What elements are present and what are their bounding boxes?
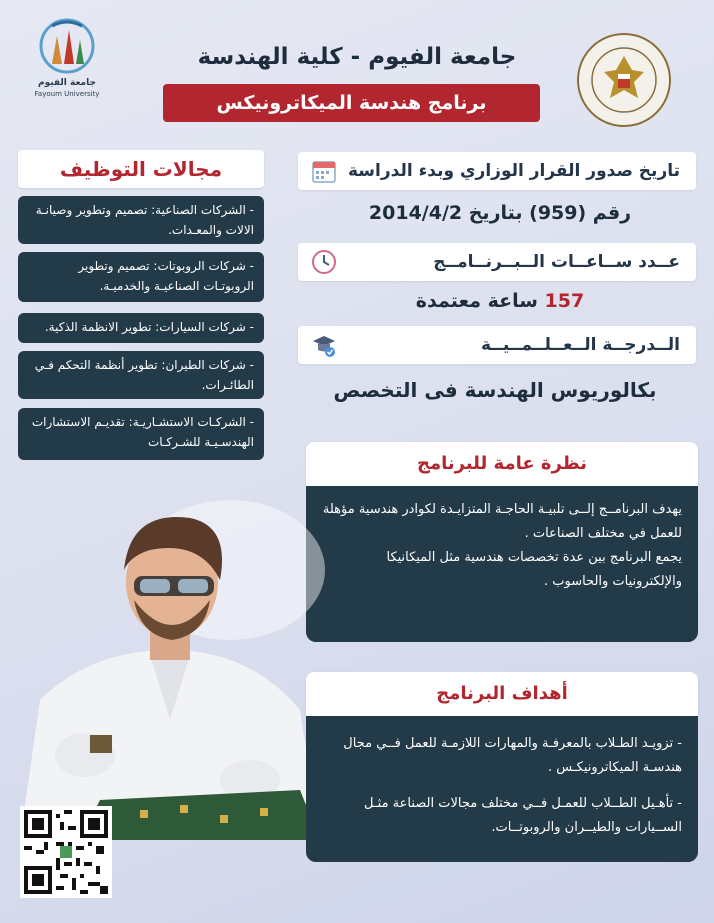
calendar-icon [310,157,338,185]
decree-label: تاريخ صدور القرار الوزاري وبدء الدراسة [348,161,680,181]
goal-item-1: - تزويـد الطـلاب بالمعرفـة والمهارات اللازمـة للعمل فــي مجال هندسـة الميكاترونيكـس . [343,736,682,775]
hours-number: 157 [544,290,585,312]
overview-paragraph-2: يجمع البرنامج بين عدة تخصصات هندسية مثل الميكانيكا والإلكترونيات والحاسوب . [386,550,682,589]
degree-value: بكالوريوس الهندسة فى التخصص [333,378,657,402]
decree-pill [298,152,696,190]
career-item-industrial: - الشركات الصناعية: تصميم وتطوير وصيانـة الالات والمعـدات. [18,196,264,244]
career-item-robotics: - شركات الروبوتات: تصميم وتطوير الروبوتـات الصناعيـة والخدميـة. [18,252,264,302]
career-item-automotive: - شركات السيارات: تطوير الانظمة الذكية. [18,313,264,343]
degree-label: الــدرجــة الــعــلــمــيــة [480,335,680,355]
decree-value: رقم (959) بتاريخ 2014/4/2 [368,202,632,224]
qr-code[interactable] [20,806,112,898]
goal-item-2: - تأهـيل الطــلاب للعمـل فــي مختلف مجالات الصناعة مثـل الســيارات والطيــران والروبوتــات. [364,796,682,835]
university-emblem-icon [22,14,112,78]
career-item-consulting: - الشركـات الاستشـاريـة: تقديـم الاستشارات الهندسـيـة للشـركـات [18,408,264,460]
degree-pill [298,326,696,364]
page-title: جامعة الفيوم - كلية الهندسة [197,44,517,70]
career-item-aviation: - شركات الطيران: تطوير أنظمة التحكم فـي الطائـرات. [18,351,264,399]
hours-unit: ساعة معتمدة [415,290,538,312]
ministry-seal-icon [574,30,674,130]
graduation-cap-icon [310,331,338,359]
hours-pill [298,243,696,281]
hours-value [330,290,670,312]
university-name-ar: جامعة الفيوم [38,78,96,88]
clock-icon [310,248,338,276]
university-name-en: Fayoum University [34,90,100,98]
goals-title: أهداف البرنامج [306,672,698,716]
careers-title: مجالات التوظيف [18,150,264,188]
engineer-photo [0,500,330,840]
program-badge: برنامج هندسة الميكاترونيكس [163,84,540,122]
fayoum-university-logo [22,14,112,98]
overview-title: نظرة عامة للبرنامج [306,442,698,486]
overview-body [306,486,698,642]
ministry-logo [574,30,674,130]
qr-code-icon [24,810,108,894]
goals-body [306,716,698,862]
overview-paragraph-1: يهدف البرنامــج إلــى تلبيـة الحاجـة المتزايـدة لكوادر هندسية مؤهلة للعمل في مختلف الصناعات . [322,502,682,541]
hours-label: عــدد ســاعــات الــبــرنــامــج [433,252,680,272]
